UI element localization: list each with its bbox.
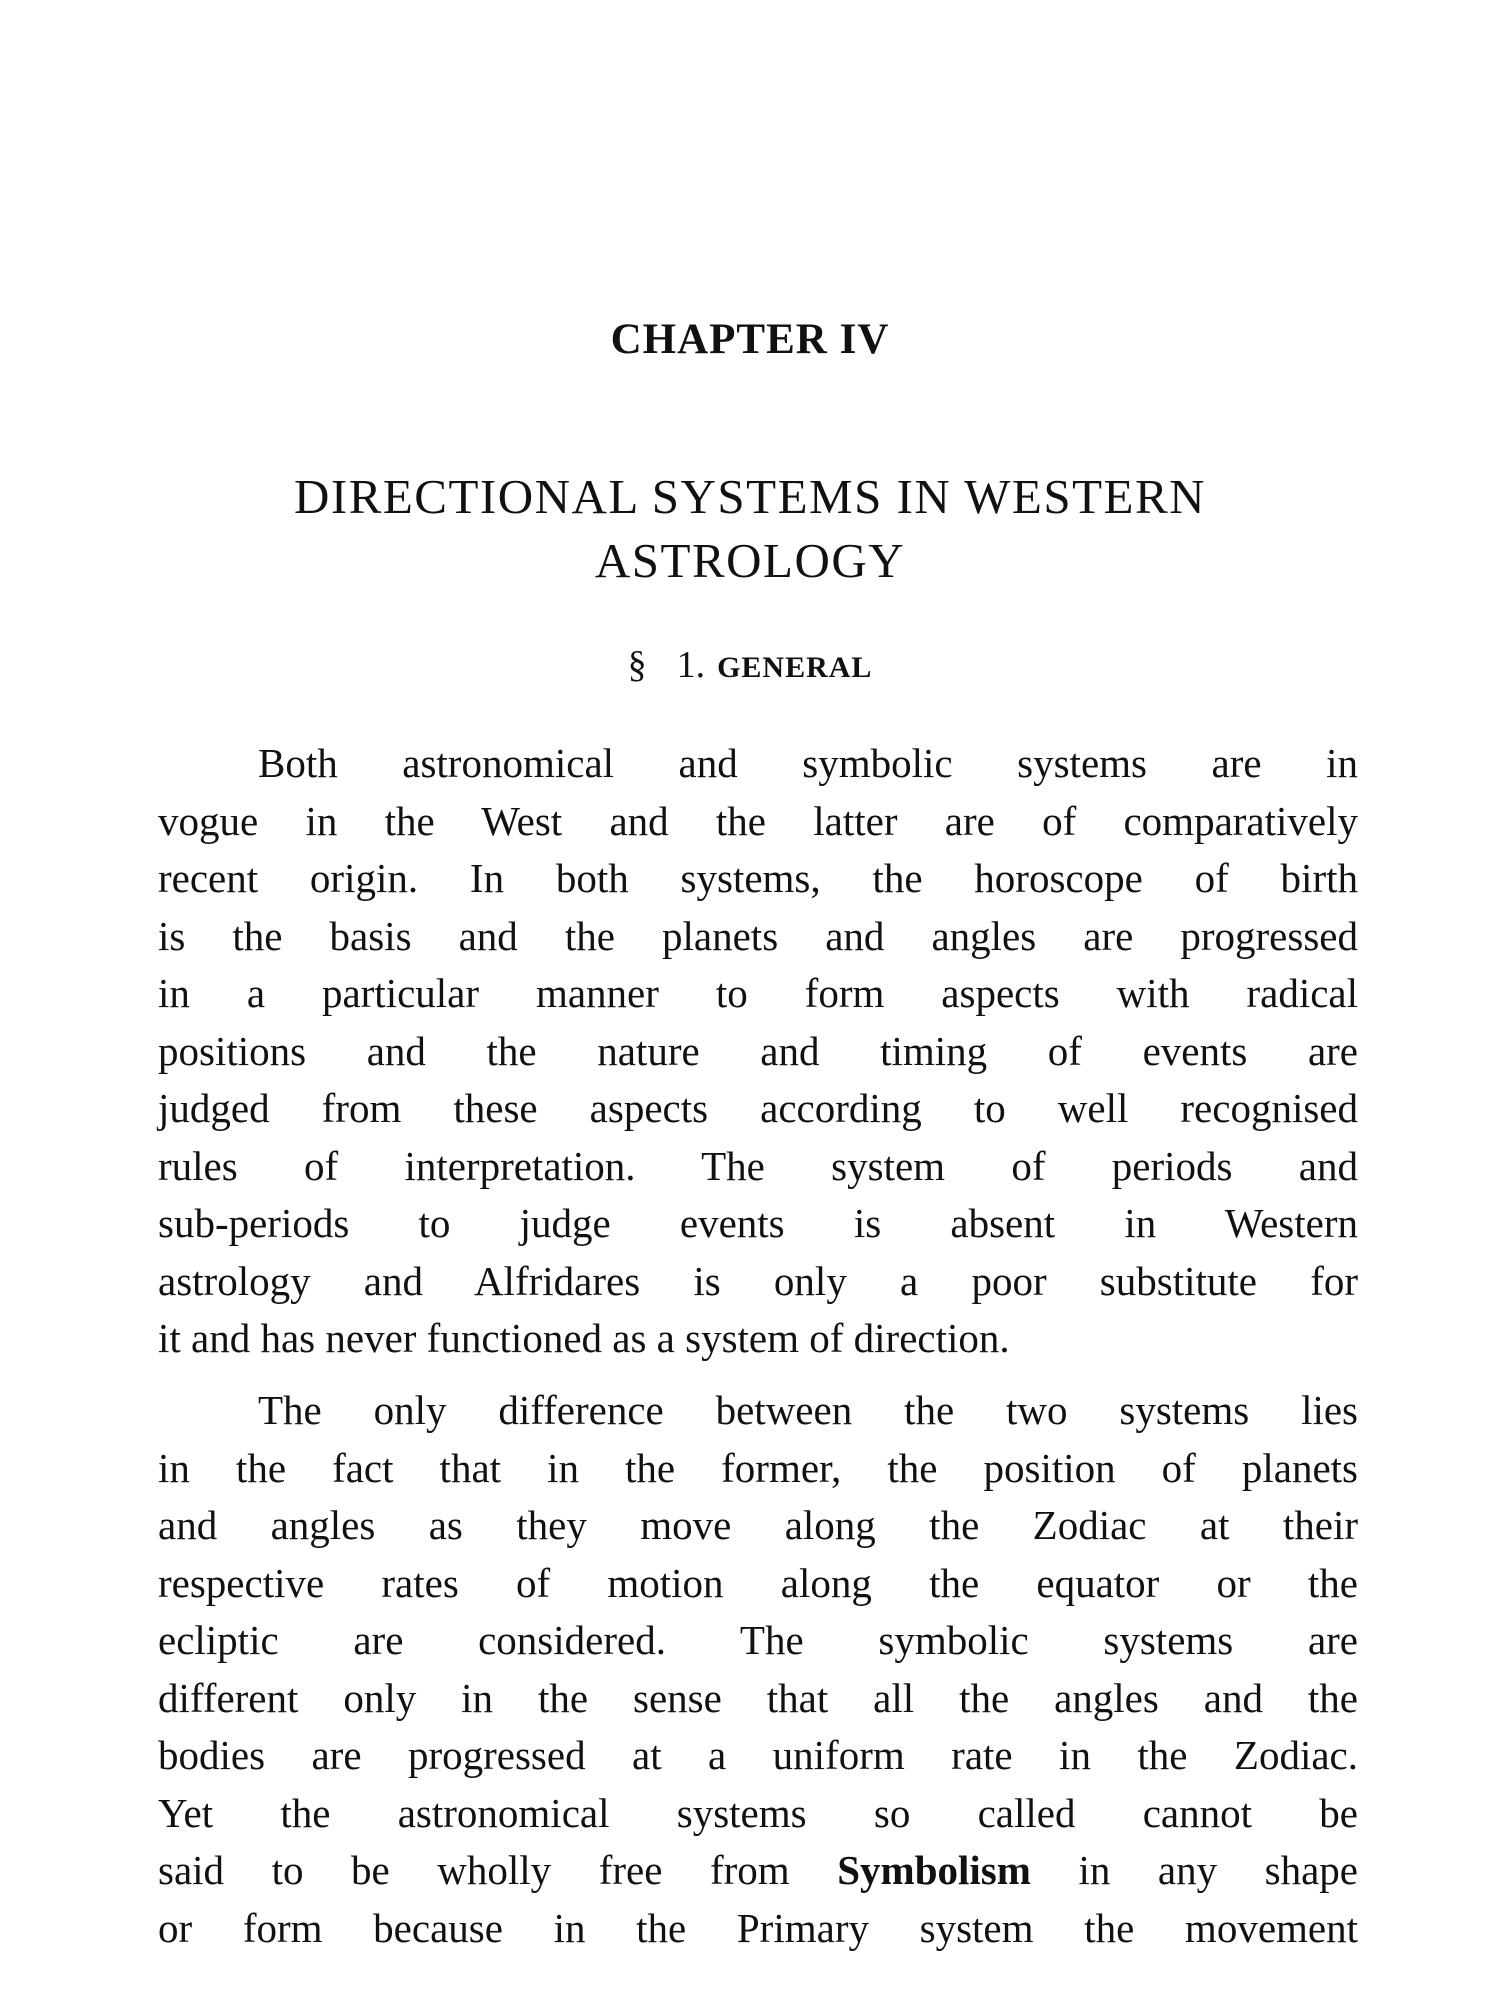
text-line: The only difference between the two systems lies	[258, 1387, 1358, 1433]
text-line: it and has never functioned as a system of direction.	[158, 1315, 1010, 1361]
text-line: and angles as they move along the Zodiac at their	[158, 1502, 1358, 1548]
text-line: recent origin. In both systems, the horoscope of birth	[158, 855, 1358, 901]
paragraph-2	[158, 1382, 1358, 1957]
text-line: in a particular manner to form aspects with radical	[158, 970, 1358, 1016]
chapter-title-line: DIRECTIONAL SYSTEMS IN WESTERN	[293, 469, 1207, 524]
bold-term-symbolism: Symbolism	[837, 1847, 1031, 1893]
section-heading	[0, 643, 1500, 687]
text-line: positions and the nature and timing of events are	[158, 1027, 1358, 1074]
section-mark: §	[627, 644, 647, 686]
text-line: or form because in the Primary system the movement	[158, 1904, 1358, 1951]
chapter-title-line: ASTROLOGY	[594, 533, 906, 588]
text-line: Both astronomical and symbolic systems are in	[258, 740, 1358, 786]
text-line: Yet the astronomical systems so called cannot be	[158, 1789, 1358, 1836]
text-line: different only in the sense that all the angles and the	[158, 1674, 1358, 1721]
chapter-title	[150, 465, 1350, 593]
chapter-label: CHAPTER IV	[610, 316, 890, 363]
text-line: vogue in the West and the latter are of comparatively	[158, 797, 1358, 844]
section-name: GENERAL	[717, 651, 873, 684]
text-line: rules of interpretation. The system of periods and	[158, 1142, 1358, 1189]
text-line: in the fact that in the former, the position of planets	[158, 1444, 1358, 1491]
text-line: judged from these aspects according to well recognised	[158, 1085, 1358, 1131]
text-line: sub-periods to judge events is absent in Western	[158, 1200, 1358, 1246]
section-number: 1.	[676, 644, 706, 686]
text-line: bodies are progressed at a uniform rate in the Zodiac.	[158, 1732, 1358, 1778]
text-segment: in any shape	[1030, 1847, 1358, 1893]
text-segment: said to be wholly free from	[158, 1847, 838, 1893]
paragraph-1	[158, 735, 1358, 1368]
text-line-with-bold	[158, 1842, 1358, 1900]
text-line: respective rates of motion along the equator or the	[158, 1559, 1358, 1606]
text-line: ecliptic are considered. The symbolic systems are	[158, 1617, 1358, 1663]
text-line: is the basis and the planets and angles are progressed	[158, 912, 1358, 959]
text-line: astrology and Alfridares is only a poor substitute for	[158, 1257, 1358, 1304]
